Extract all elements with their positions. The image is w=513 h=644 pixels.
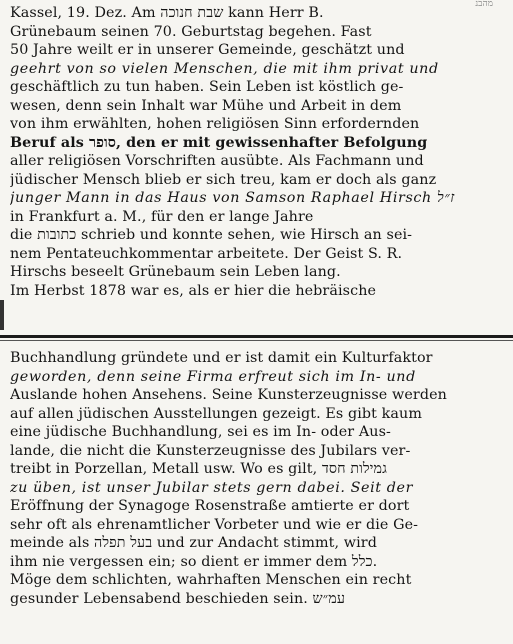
- article-part-2: [10, 349, 506, 608]
- article-line: zu üben, ist unser Jubilar stets gern dabei. Seit der: [10, 479, 414, 496]
- article-line: Grünebaum seinen 70. Geburtstag begehen. Fast: [10, 23, 372, 40]
- cut-header-text: מהבנ: [475, 0, 493, 8]
- article-line: geworden, denn seine Firma erfreut sich im In- und: [10, 368, 416, 385]
- article-line: die כתובות schrieb und konnte sehen, wie Hirsch an sei-: [10, 227, 413, 243]
- article-line: ihm nie vergessen ein; so dient er immer dem כלל.: [10, 553, 378, 570]
- article-line: geschäftlich zu tun haben. Sein Leben ist köstlich ge-: [10, 79, 404, 95]
- article-line: meinde als בעל תפלה und zur Andacht stimmt, wird: [10, 535, 377, 551]
- article-line: jüdischer Mensch blieb er sich treu, kam er doch als ganz: [10, 171, 437, 188]
- article-line: lande, die nicht die Kunsterzeugnisse des Jubilars ver-: [10, 442, 411, 459]
- article-part-1: [10, 4, 506, 300]
- article-line: Hirschs beseelt Grünebaum sein Leben lang.: [10, 264, 341, 280]
- article-line: Beruf als סופר, den er mit gewissenhafter Befolgung: [10, 134, 428, 151]
- article-line: sehr oft als ehrenamtlicher Vorbeter und wie er die Ge-: [10, 516, 419, 533]
- divider-thick: [0, 335, 513, 338]
- article-line: Im Herbst 1878 war es, als er hier die hebräische: [10, 282, 377, 299]
- article-line: geehrt von so vielen Menschen, die mit ihm privat und: [10, 60, 439, 77]
- article-line: wesen, denn sein Inhalt war Mühe und Arbeit in dem: [10, 97, 402, 114]
- article-line: eine jüdische Buchhandlung, sei es im In- oder Aus-: [10, 424, 391, 440]
- divider-thin: [0, 340, 513, 341]
- article-line: 50 Jahre weilt er in unserer Gemeinde, geschätzt und: [10, 42, 405, 58]
- article-line: treibt in Porzellan, Metall usw. Wo es gilt, גמילות חסד: [10, 461, 387, 477]
- article-line: gesunder Lebensabend beschieden sein. עמ״ש: [10, 590, 346, 607]
- article-line: Kassel, 19. Dez. Am שבת חנוכה kann Herr B.: [10, 5, 324, 21]
- article-line: Buchhandlung gründete und er ist damit ein Kulturfaktor: [10, 350, 433, 366]
- left-margin-bar: [0, 300, 4, 330]
- article-line: von ihm erwählten, hohen religiösen Sinn erfordernden: [10, 116, 420, 132]
- article-line: junger Mann in das Haus von Samson Raphael Hirsch ז״ל: [10, 190, 455, 206]
- article-line: nem Pentateuchkommentar arbeitete. Der Geist S. R.: [10, 245, 403, 262]
- article-line: in Frankfurt a. M., für den er lange Jahre: [10, 208, 314, 225]
- article-line: Möge dem schlichten, wahrhaften Menschen ein recht: [10, 572, 412, 588]
- article-line: Auslande hohen Ansehens. Seine Kunsterzeugnisse werden: [10, 387, 447, 403]
- article-line: Eröffnung der Synagoge Rosenstraße amtierte er dort: [10, 498, 410, 514]
- article-line: auf allen jüdischen Ausstellungen gezeigt. Es gibt kaum: [10, 405, 423, 422]
- article-line: aller religiösen Vorschriften ausübte. Als Fachmann und: [10, 153, 424, 169]
